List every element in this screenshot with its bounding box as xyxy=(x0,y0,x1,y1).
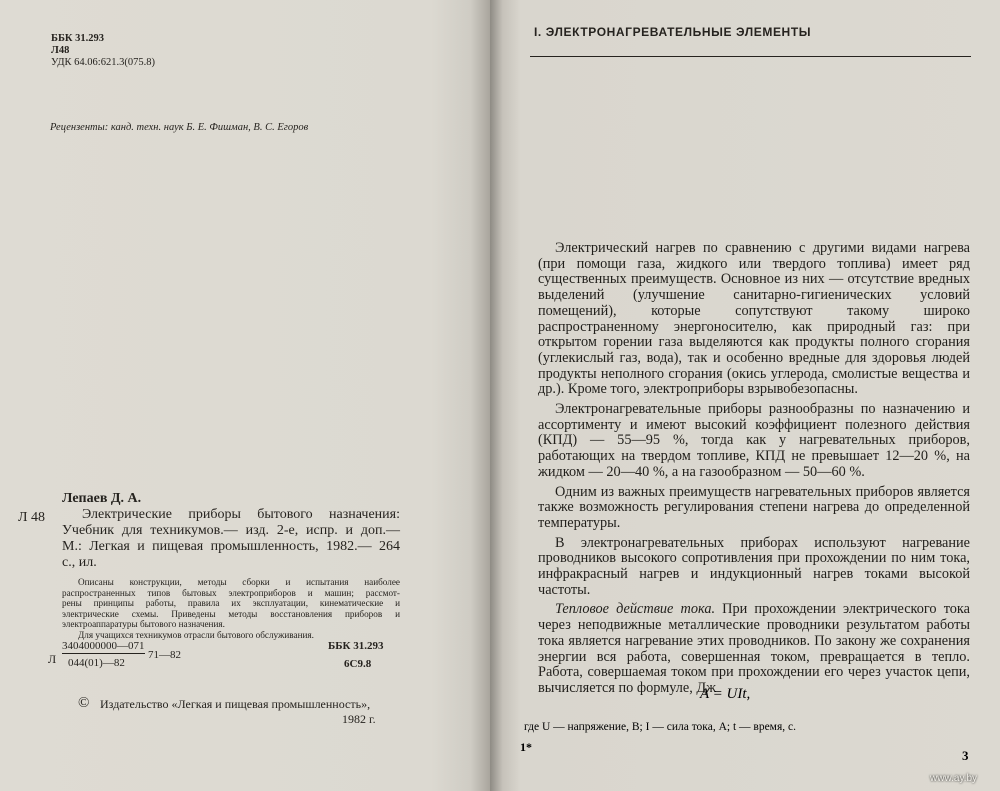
annotation-line: распространенных типов бытовых электроприборов и машин; рассмот- xyxy=(62,587,400,598)
description-line: М.: Легкая и пищевая промышленность, 1982.— 264 xyxy=(62,539,400,554)
book-code: Л48 xyxy=(51,45,70,56)
author-name: Лепаев Д. А. xyxy=(62,491,142,506)
copyright-year: 1982 г. xyxy=(342,712,376,726)
paragraph: Электрический нагрев по сравнению с другими видами нагрева (при помощи газа, жидкого или твердого топлива) имеет ряд существенных преимуществ. Основное из них — отсутствие вредных выделений (улучшение санитарно-гигиенических условий помещений), которые сопутствуют такому широко распространенному энергоносителю, как природный газ: при открытом горении газа выделяются как продукты полного сгорания (углекислый газ, вода), так и особенно вредные для здоровья людей продукты неполного сгорания (окись углерода, смолистые вещества и др.). Кроме того, электроприборы взрывобезопасны. xyxy=(538,240,970,398)
annotation-line: электрические схемы. Приведены методы восстановления приборов и xyxy=(62,608,400,619)
annotation xyxy=(62,577,400,641)
description-line: Электрические приборы бытового назначения: xyxy=(82,507,400,522)
description-line: Учебник для техникумов.— изд. 2-е, испр. и доп.— xyxy=(62,523,400,538)
thermal-title: Тепловое действие тока. xyxy=(555,601,716,618)
formula-denominator: 044(01)—82 xyxy=(68,657,125,669)
formula-suffix: 71—82 xyxy=(148,649,181,661)
udk-code: УДК 64.06:621.3(075.8) xyxy=(51,57,155,68)
formula-prefix: Л xyxy=(48,652,57,666)
formula-code: 6С9.8 xyxy=(344,658,372,670)
page-number: 3 xyxy=(962,748,969,763)
catalog-index: Л 48 xyxy=(18,510,45,525)
copyright-symbol: © xyxy=(78,695,90,711)
left-page xyxy=(0,0,490,791)
watermark: www.ay.by xyxy=(930,773,978,784)
chapter-title: I. ЭЛЕКТРОНАГРЕВАТЕЛЬНЫЕ ЭЛЕМЕНТЫ xyxy=(534,25,812,39)
annotation-line: Описаны конструкции, методы сборки и испытания наиболее xyxy=(78,577,400,587)
formula-bbk: ББК 31.293 xyxy=(328,640,384,652)
annotation-line: рены принципы работы, правила их эксплуатации, кинематические и xyxy=(62,598,400,609)
main-text xyxy=(538,241,970,697)
paragraph: Электронагревательные приборы разнообразны по назначению и ассортименту и имеют высокий коэффициент полезного действия (КПД) — 55—95 %, тогда как у нагревательных приборов, работающих на твердом топливе, КПД не превышает 12—20 %, на жидком — 20—40 %, а на газообразном — 50—60 %. xyxy=(538,401,970,480)
paragraph: Одним из важных преимуществ нагревательных приборов является также возможность регулирования степени нагрева до определенной температуры. xyxy=(538,483,970,531)
bbk-code: ББК 31.293 xyxy=(51,33,104,44)
thermal-text: При прохождении электрического тока через неподвижные металлические проводники результатом работы тока является нагревание этих проводников. По закону же сохранения энергии вся работа, совершенная током, превращается в тепло. Работа, совершаемая током при прохождении его через участок цепи, вычисляется по формуле, Дж xyxy=(538,601,970,696)
copyright-text: Издательство «Легкая и пищевая промышленность», xyxy=(100,697,371,711)
annotation-line: электроаппаратуры бытового назначения. xyxy=(62,619,225,630)
where-note: где U — напряжение, В; I — сила тока, А; t — время, с. xyxy=(524,721,796,733)
description-line: с., ил. xyxy=(62,555,97,570)
paragraph: В электронагревательных приборах используют нагревание проводников высокого сопротивления при прохождении по ним тока, инфракрасный нагрев и индукционный нагрев токами высокой частоты. xyxy=(538,534,970,598)
bibliographic-description xyxy=(62,507,400,571)
chapter-rule xyxy=(530,56,971,57)
annotation-line: Для учащихся техникумов отрасли бытового обслуживания. xyxy=(78,629,314,640)
reviewers-line: Рецензенты: канд. техн. наук Б. Е. Фишман, В. С. Егоров xyxy=(50,122,309,133)
formula-numerator: 3404000000—071 xyxy=(62,640,145,652)
signature-mark: 1* xyxy=(520,740,532,754)
formula-a-uit: A = UIt, xyxy=(700,686,751,702)
thermal-paragraph xyxy=(538,602,970,696)
